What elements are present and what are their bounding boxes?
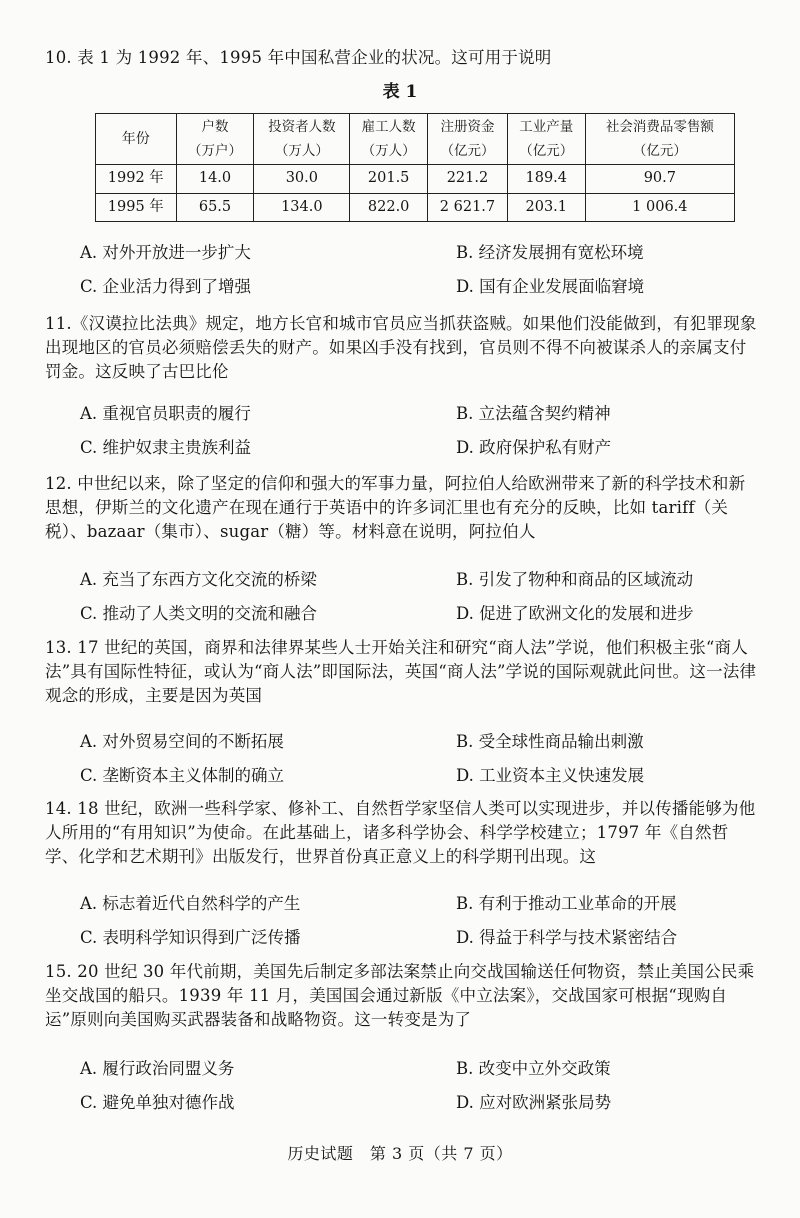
table-cell: 201.5: [350, 165, 428, 193]
question-10-options: [80, 241, 760, 309]
table-header-row: [96, 114, 735, 165]
option-c: C. 维护奴隶主贵族利益: [80, 438, 252, 457]
table-header-investors: 投资者人数 （万人）: [254, 114, 350, 165]
table-cell: 1992 年: [96, 165, 177, 193]
table-cell: 90.7: [585, 165, 734, 193]
table-row: [96, 193, 735, 221]
table-header-industrial-output: 工业产量 （亿元）: [507, 114, 585, 165]
option-d: D. 促进了欧洲文化的发展和进步: [456, 604, 694, 623]
option-b: B. 经济发展拥有宽松环境: [456, 243, 644, 262]
question-15-options: [80, 1057, 760, 1125]
table-cell: 14.0: [176, 165, 254, 193]
option-c: C. 避免单独对德作战: [80, 1093, 235, 1112]
question-13-options: [80, 730, 760, 798]
table-header-retail-sales: 社会消费品零售额 （亿元）: [585, 114, 734, 165]
table-cell: 65.5: [176, 193, 254, 221]
data-table: [95, 113, 735, 222]
table-header-capital: 注册资金 （亿元）: [428, 114, 508, 165]
option-a: A. 充当了东西方文化交流的桥梁: [80, 570, 317, 589]
question-10-stem: 10. 表 1 为 1992 年、1995 年中国私营企业的状况。这可用于说明: [45, 48, 552, 67]
option-c: C. 推动了人类文明的交流和融合: [80, 604, 318, 623]
table-cell: 203.1: [507, 193, 585, 221]
table-row: [96, 165, 735, 193]
option-b: B. 受全球性商品输出刺激: [456, 732, 644, 751]
question-14-stem: 14. 18 世纪，欧洲一些科学家、修补工、自然哲学家坚信人类可以实现进步，并以传播能够为他人所用的“有用知识”为使命。在此基础上，诸多科学协会、科学学校建立；1797 年《自然哲学、化学和艺术期刊》出版发行，世界首份真正意义上的科学期刊出现。这: [45, 799, 756, 866]
question-14-options: [80, 892, 760, 960]
page-footer: 历史试题 第 3 页（共 7 页）: [287, 1144, 513, 1163]
option-a: A. 标志着近代自然科学的产生: [80, 894, 301, 913]
table-cell: 134.0: [254, 193, 350, 221]
question-13-stem: 13. 17 世纪的英国，商界和法律界某些人士开始关注和研究“商人法”学说，他们积极主张“商人法”具有国际性特征，或认为“商人法”即国际法，英国“商人法”学说的国际观就此问世。这一法律观念的形成，主要是因为英国: [45, 638, 757, 705]
option-a: A. 对外开放进一步扩大: [80, 243, 251, 262]
option-b: B. 立法蕴含契约精神: [456, 404, 611, 423]
question-12-options: [80, 568, 760, 636]
table-cell: 822.0: [350, 193, 428, 221]
table-cell: 189.4: [507, 165, 585, 193]
option-a: A. 重视官员职责的履行: [80, 404, 251, 423]
option-d: D. 工业资本主义快速发展: [456, 766, 645, 785]
table-caption: 表 1: [382, 82, 418, 102]
option-b: B. 引发了物种和商品的区域流动: [456, 570, 694, 589]
option-d: D. 得益于科学与技术紧密结合: [456, 928, 678, 947]
table-cell: 1 006.4: [585, 193, 734, 221]
table-cell: 1995 年: [96, 193, 177, 221]
option-a: A. 履行政治同盟义务: [80, 1059, 235, 1078]
option-d: D. 政府保护私有财产: [456, 438, 612, 457]
table-cell: 2 621.7: [428, 193, 508, 221]
option-c: C. 企业活力得到了增强: [80, 277, 252, 296]
table-cell: 30.0: [254, 165, 350, 193]
table-cell: 221.2: [428, 165, 508, 193]
question-12-stem: 12. 中世纪以来，除了坚定的信仰和强大的军事力量，阿拉伯人给欧洲带来了新的科学技术和新思想，伊斯兰的文化遗产在现在通行于英语中的许多词汇里也有充分的反映，比如 tariff（关税）、bazaar（集市）、sugar（糖）等。材料意在说明，阿拉伯人: [45, 474, 746, 541]
option-c: C. 垄断资本主义体制的确立: [80, 766, 285, 785]
table-header-year: 年份: [96, 114, 177, 165]
option-b: B. 有利于推动工业革命的开展: [456, 894, 677, 913]
option-b: B. 改变中立外交政策: [456, 1059, 611, 1078]
question-11-stem: 11.《汉谟拉比法典》规定，地方长官和城市官员应当抓获盗贼。如果他们没能做到，有犯罪现象出现地区的官员必须赔偿丢失的财产。如果凶手没有找到，官员则不得不向被谋杀人的亲属支付罚金。这反映了古巴比伦: [45, 314, 757, 381]
option-c: C. 表明科学知识得到广泛传播: [80, 928, 301, 947]
question-11-options: [80, 402, 760, 470]
question-15-stem: 15. 20 世纪 30 年代前期，美国先后制定多部法案禁止向交战国输送任何物资，禁止美国公民乘坐交战国的船只。1939 年 11 月，美国国会通过新版《中立法案》，交战国家可根据“现购自运”原则向美国购买武器装备和战略物资。这一转变是为了: [45, 962, 755, 1029]
option-a: A. 对外贸易空间的不断拓展: [80, 732, 284, 751]
option-d: D. 国有企业发展面临窘境: [456, 277, 645, 296]
table-header-households: 户数 （万户）: [176, 114, 254, 165]
table-header-employees: 雇工人数 （万人）: [350, 114, 428, 165]
option-d: D. 应对欧洲紧张局势: [456, 1093, 612, 1112]
